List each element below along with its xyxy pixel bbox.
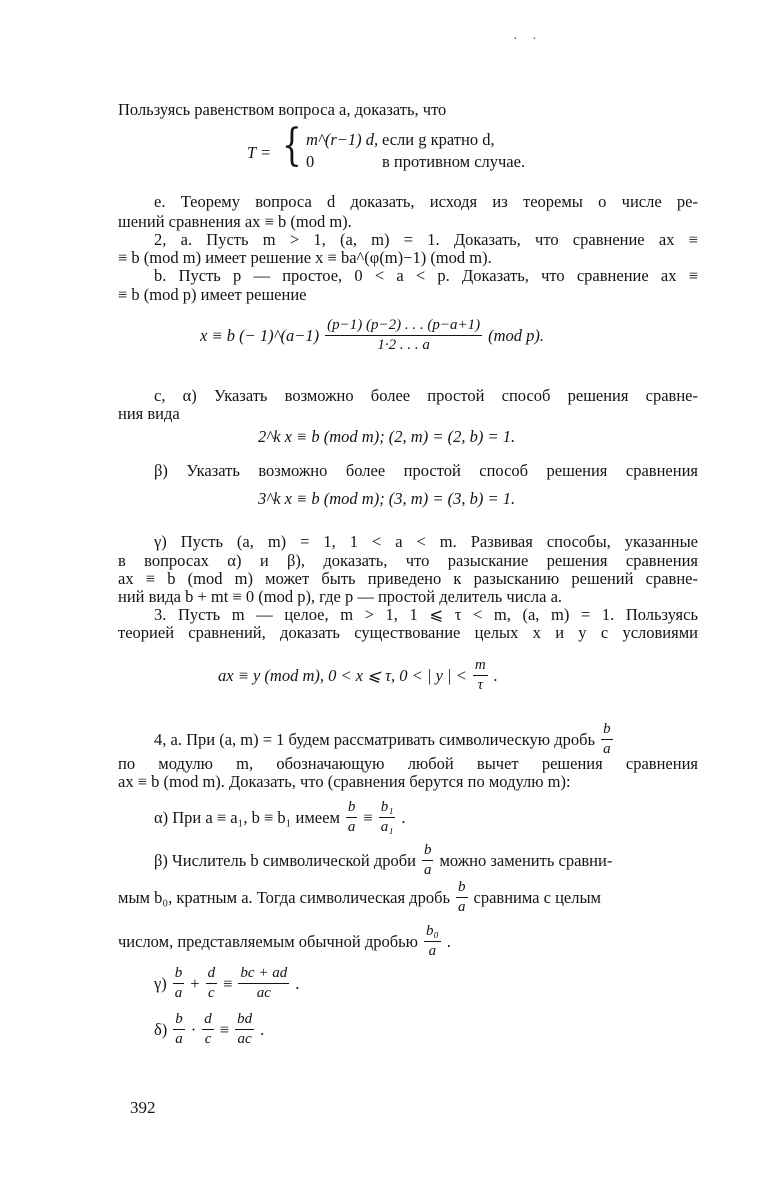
p4-line-2: по модулю m, обозначающую любой вычет решения сравнения [118,754,698,773]
T-label: T = [247,143,272,162]
fraction-numerator: d [202,1012,214,1030]
fraction-numerator: b [173,966,185,984]
formula-3-left: ax ≡ y (mod m), 0 < x ⩽ τ, 0 < | y | < [218,665,467,685]
period: . [295,973,300,993]
p4-beta-line-3 [118,924,451,959]
p4-beta-line-3-text: числом, представляемым обычной дробью [118,931,418,951]
fraction-denominator: a [458,899,466,915]
gamma-line-2: в вопросах α) и β), доказать, что разыскание решения сравнения [118,551,698,570]
fraction-denominator: a [428,943,437,959]
formula-3 [218,658,498,693]
fraction-b1-a1 [379,800,396,835]
formula-c-alpha: 2^k x ≡ b (mod m); (2, m) = (2, b) = 1. [258,427,516,446]
equiv-sign: ≡ [219,1019,230,1039]
formula-b-denominator: 1·2 . . . a [377,337,430,353]
fraction-numerator: bd [235,1012,254,1030]
p4-beta-line-2 [118,880,698,915]
intro-line: Пользуясь равенством вопроса a, доказать, что [118,100,447,119]
p4-beta-line-2-a: мым b₀, кратным a. Тогда символическая дробь [118,887,450,907]
fraction-denominator: ac [256,985,271,1001]
symbolic-fraction-b-a [601,722,613,757]
p4-alpha-text: α) При a ≡ a₁, b ≡ b₁ имеем [154,807,340,827]
e-line-2: шений сравнения ax ≡ b (mod m). [118,212,352,231]
plus-sign: + [190,973,200,993]
fraction-numerator: b₁ [379,800,396,818]
e-line-1: e. Теорему вопроса d доказать, исходя из теоремы о числе ре- [154,192,698,211]
fraction-b-a [173,966,185,1001]
fraction-numerator: b₀ [424,924,441,942]
dot-sign: · [190,1019,197,1039]
p4-gamma-label: γ) [154,973,167,993]
gamma-line-3: ax ≡ b (mod m) может быть приведено к разысканию решений сравне- [118,569,698,588]
p4-beta-text-2: можно заменить сравни- [439,850,613,870]
formula-b-left: x ≡ b (− 1)^(a−1) [200,325,320,345]
c-alpha-line-1: c, α) Указать возможно более простой способ решения сравне- [154,386,698,405]
p3-line-2: теорией сравнений, доказать существование целых x и y с условиями [118,623,698,642]
fraction-b-a [173,1012,185,1047]
p4-delta-label: δ) [154,1019,168,1039]
period: . [446,931,451,951]
fraction-d-c [206,966,218,1001]
T-case1-expr: m^(r−1) d, [306,130,379,149]
fraction-numerator: d [206,966,218,984]
p4-beta-text-1: β) Числитель b символической дроби [154,850,416,870]
fraction-denominator: c [204,1031,212,1047]
p4-alpha [154,800,406,835]
page-number: 392 [130,1098,156,1117]
formula-3-fraction [473,658,488,693]
p4-line-1 [154,722,615,757]
formula-beta: 3^k x ≡ b (mod m); (3, m) = (3, b) = 1. [258,489,516,508]
left-brace-icon: { [282,120,302,171]
p4-line-1-text: 4, a. При (a, m) = 1 будем рассматривать символическую дробь [154,729,596,749]
fraction-denominator: a [603,741,611,757]
fraction-b0-a [424,924,441,959]
p2b-line-2: ≡ b (mod p) имеет решение [118,285,307,304]
p2a-line-2: ≡ b (mod m) имеет решение x ≡ ba^(φ(m)−1) (mod m). [118,248,492,267]
gamma-line-4: ний вида b + mt ≡ 0 (mod p), где p — простой делитель числа a. [118,587,563,606]
formula-b-fraction [325,318,482,353]
p4-beta-line-1 [154,843,698,878]
fraction-numerator: b [346,800,358,818]
fraction-denominator: a [347,819,356,835]
T-case1-condition: если g кратно d, [382,130,495,149]
fraction-denominator: c [208,985,215,1001]
p2a-line-1: 2, a. Пусть m > 1, (a, m) = 1. Доказать, что сравнение ax ≡ [154,230,698,249]
fraction-denominator: a [423,862,432,878]
fraction-numerator: b [456,880,468,898]
fraction-numerator: bc + ad [238,966,289,984]
equiv-sign: ≡ [223,973,233,993]
fraction-denominator: a [175,1031,183,1047]
fraction-denominator: ac [237,1031,252,1047]
equiv-sign: ≡ [363,807,373,827]
c-alpha-line-2: ния вида [118,404,180,423]
period: . [401,807,406,827]
fraction-bd-ac [235,1012,254,1047]
p4-gamma [154,966,299,1001]
fraction-numerator: b [422,843,434,861]
T-case2-condition: в противном случае. [382,152,526,171]
p3-line-1: 3. Пусть m — целое, m > 1, 1 ⩽ τ < m, (a, m) = 1. Пользуясь [154,605,698,624]
p4-line-3: ax ≡ b (mod m). Доказать, что (сравнения берутся по модулю m): [118,772,571,791]
fraction-numerator: b [173,1012,185,1030]
fraction-denominator: a₁ [380,819,394,835]
gamma-line-1: γ) Пусть (a, m) = 1, 1 < a < m. Развивая способы, указанные [154,532,698,551]
fraction-denominator: a [174,985,183,1001]
fraction-b-a [346,800,358,835]
formula-b [200,318,544,353]
T-case2-expr: 0 [306,152,315,171]
fraction-d-c [202,1012,214,1047]
period: . [260,1019,265,1039]
fraction-b-a [422,843,434,878]
beta-line: β) Указать возможно более простой способ решения сравнения [154,461,698,480]
formula-3-end: . [493,665,498,685]
p2b-line-1: b. Пусть p — простое, 0 < a < p. Доказать, что сравнение ax ≡ [154,266,698,285]
formula-b-right: (mod p). [488,325,545,345]
formula-3-denominator: τ [477,677,483,693]
fraction-bcad-ac [238,966,289,1001]
fraction-numerator: b [601,722,613,740]
fraction-b-a [456,880,468,915]
p4-delta [154,1012,264,1047]
corner-marks: . . [513,28,542,43]
formula-3-numerator: m [473,658,488,676]
formula-b-numerator: (p−1) (p−2) . . . (p−a+1) [325,318,482,336]
p4-beta-line-2-b: сравнима с целым [473,887,601,907]
